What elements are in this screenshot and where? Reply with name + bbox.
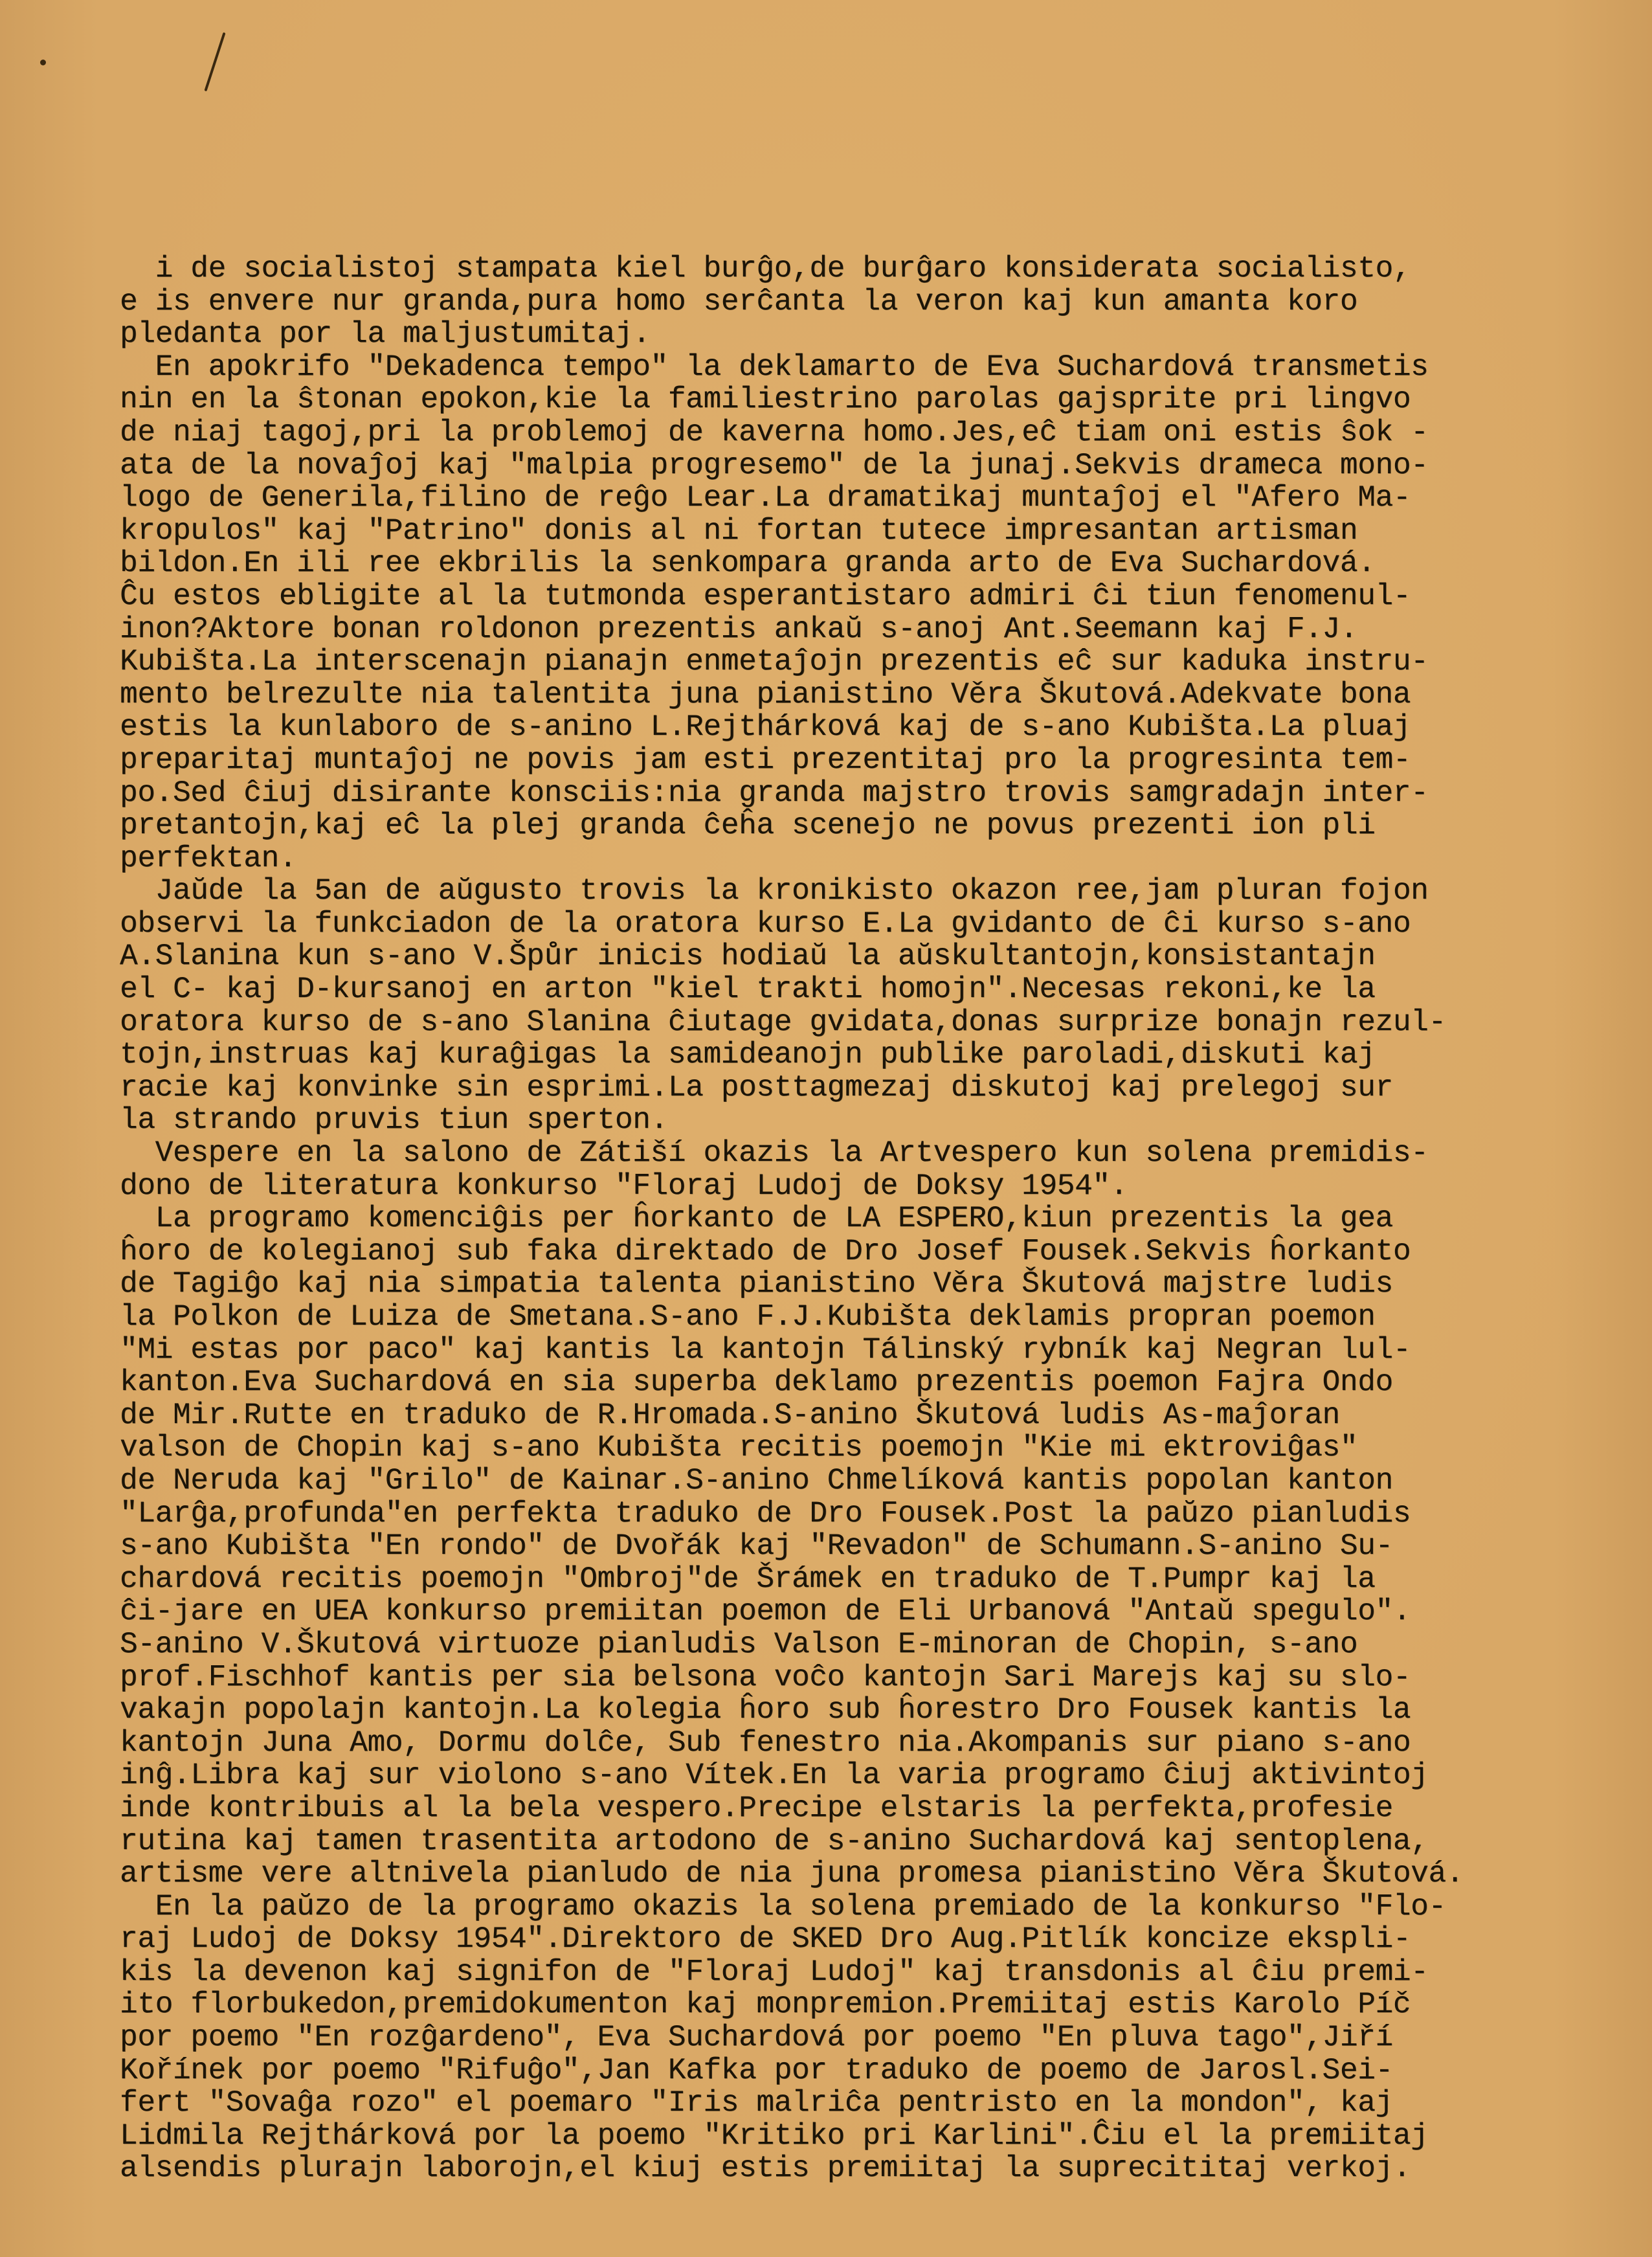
- text-line: preparitaj muntaĵoj ne povis jam esti prezentitaj pro la progresinta tem-: [120, 743, 1411, 777]
- text-line: inde kontribuis al la bela vespero.Precipe elstaris la perfekta,profesie: [120, 1791, 1393, 1825]
- text-line: de Mir.Rutte en traduko de R.Hromada.S-anino Škutová ludis As-maĵoran: [120, 1398, 1340, 1432]
- text-line: bildon.En ili ree ekbrilis la senkompara granda arto de Eva Suchardová.: [120, 546, 1376, 581]
- text-line: Jaŭde la 5an de aŭgusto trovis la kronikisto okazon ree,jam pluran fojon: [120, 874, 1429, 908]
- text-line: ĉi-jare en UEA konkurso premiitan poemon de Eli Urbanová "Antaŭ spegulo".: [120, 1595, 1411, 1629]
- text-line: inon?Aktore bonan roldonon prezentis ankaŭ s-anoj Ant.Seemann kaj F.J.: [120, 612, 1358, 646]
- text-line: logo de Generila,filino de reĝo Lear.La dramatikaj muntaĵoj el "Afero Ma-: [120, 481, 1411, 515]
- text-line: kanton.Eva Suchardová en sia superba deklamo prezentis poemon Fajra Ondo: [120, 1365, 1393, 1400]
- text-line: racie kaj konvinke sin esprimi.La posttagmezaj diskutoj kaj prelegoj sur: [120, 1070, 1393, 1105]
- text-line: valson de Chopin kaj s-ano Kubišta recitis poemojn "Kie mi ektroviĝas": [120, 1431, 1358, 1465]
- text-line: prof.Fischhof kantis per sia belsona voĉo kantojn Sari Marejs kaj su slo-: [120, 1660, 1411, 1694]
- text-line: po.Sed ĉiuj disirante konsciis:nia granda majstro trovis samgradajn inter-: [120, 776, 1429, 810]
- text-line: ata de la novaĵoj kaj "malpia progresemo" de la junaj.Sekvis drameca mono-: [120, 448, 1429, 482]
- text-line: "Larĝa,profunda"en perfekta traduko de Dro Fousek.Post la paŭzo pianludis: [120, 1496, 1411, 1531]
- text-line: pledanta por la maljustumitaj.: [120, 317, 651, 352]
- text-line: En apokrifo "Dekadenca tempo" la deklamarto de Eva Suchardová transmetis: [120, 350, 1429, 384]
- text-line: dono de literatura konkurso "Floraj Ludoj de Doksy 1954".: [120, 1169, 1128, 1203]
- text-line: el C- kaj D-kursanoj en arton "kiel trakti homojn".Necesas rekoni,ke la: [120, 972, 1376, 1007]
- text-line: i de socialistoj stampata kiel burĝo,de burĝaro konsiderata socialisto,: [120, 252, 1411, 286]
- text-line: raj Ludoj de Doksy 1954".Direktoro de SKED Dro Aug.Pitlík koncize ekspli-: [120, 1922, 1411, 1957]
- text-line: observi la funkciadon de la oratora kurso E.La gvidanto de ĉi kurso s-ano: [120, 906, 1411, 941]
- text-line: Ĉu estos ebligite al la tutmonda esperantistaro admiri ĉi tiun fenomenul-: [120, 579, 1411, 613]
- text-line: la strando pruvis tiun sperton.: [120, 1103, 668, 1138]
- text-line: de Tagiĝo kaj nia simpatia talenta pianistino Věra Škutová majstre ludis: [120, 1267, 1393, 1301]
- text-line: Kořínek por poemo "Rifuĝo",Jan Kafka por traduko de poemo de Jarosl.Sei-: [120, 2053, 1393, 2087]
- text-line: de niaj tagoj,pri la problemoj de kaverna homo.Jes,eĉ tiam oni estis ŝok -: [120, 415, 1429, 449]
- text-line: ĥoro de kolegianoj sub faka direktado de Dro Josef Fousek.Sekvis ĥorkanto: [120, 1234, 1411, 1268]
- text-line: por poemo "En rozĝardeno", Eva Suchardová por poemo "En pluva tago",Jiří: [120, 2021, 1393, 2055]
- text-line: Vespere en la salono de Zátiší okazis la Artvespero kun solena premidis-: [120, 1136, 1429, 1171]
- text-line: alsendis plurajn laborojn,el kiuj estis premiitaj la suprecititaj verkoj.: [120, 2151, 1411, 2186]
- text-line: s-ano Kubišta "En rondo" de Dvořák kaj "Revadon" de Schumann.S-anino Su-: [120, 1529, 1393, 1564]
- body-text: [120, 253, 1602, 2185]
- text-line: perfektan.: [120, 841, 297, 875]
- text-line: Kubišta.La interscenajn pianajn enmetaĵojn prezentis eĉ sur kaduka instru-: [120, 645, 1429, 679]
- text-line: ito florbukedon,premidokumenton kaj monpremion.Premiitaj estis Karolo Píč: [120, 1988, 1411, 2022]
- text-line: rutina kaj tamen trasentita artodono de s-anino Suchardová kaj sentoplena,: [120, 1824, 1429, 1858]
- text-line: e is envere nur granda,pura homo serĉanta la veron kaj kun amanta koro: [120, 284, 1358, 319]
- text-line: fert "Sovaĝa rozo" el poemaro "Iris malriĉa pentristo en la mondon", kaj: [120, 2086, 1393, 2120]
- text-line: la Polkon de Luiza de Smetana.S-ano F.J.Kubišta deklamis propran poemon: [120, 1300, 1376, 1334]
- text-line: La programo komenciĝis per ĥorkanto de LA ESPERO,kiun prezentis la gea: [120, 1202, 1393, 1236]
- text-line: estis la kunlaboro de s-anino L.Rejthárková kaj de s-ano Kubišta.La pluaj: [120, 710, 1411, 745]
- text-line: Lidmila Rejthárková por la poemo "Kritiko pri Karlini".Ĉiu el la premiitaj: [120, 2118, 1429, 2153]
- text-line: kis la devenon kaj signifon de "Floraj Ludoj" kaj transdonis al ĉiu premi-: [120, 1955, 1429, 1989]
- text-line: "Mi estas por paco" kaj kantis la kantojn Tálinský rybník kaj Negran lul-: [120, 1332, 1411, 1367]
- text-line: pretantojn,kaj eĉ la plej granda ĉeĥa scenejo ne povus prezenti ion pli: [120, 809, 1376, 843]
- text-line: nin en la ŝtonan epokon,kie la familiestrino parolas gajsprite pri lingvo: [120, 383, 1411, 417]
- text-line: tojn,instruas kaj kuraĝigas la samideanojn publike paroladi,diskuti kaj: [120, 1038, 1376, 1072]
- text-line: vakajn popolajn kantojn.La kolegia ĥoro sub ĥorestro Dro Fousek kantis la: [120, 1693, 1411, 1727]
- ink-dot: [40, 60, 46, 65]
- text-line: A.Slanina kun s-ano V.Špůr inicis hodiaŭ la aŭskultantojn,konsistantajn: [120, 939, 1376, 974]
- pencil-mark: [204, 32, 225, 92]
- text-line: En la paŭzo de la programo okazis la solena premiado de la konkurso "Flo-: [120, 1889, 1446, 1924]
- text-line: kantojn Juna Amo, Dormu dolĉe, Sub fenestro nia.Akompanis sur piano s-ano: [120, 1725, 1411, 1760]
- text-line: kropulos" kaj "Patrino" donis al ni fortan tutece impresantan artisman: [120, 513, 1358, 548]
- text-line: de Neruda kaj "Grilo" de Kainar.S-anino Chmelíková kantis popolan kanton: [120, 1463, 1393, 1498]
- text-line: mento belrezulte nia talentita juna pianistino Věra Škutová.Adekvate bona: [120, 677, 1411, 712]
- text-line: inĝ.Libra kaj sur violono s-ano Vítek.En la varia programo ĉiuj aktivintoj: [120, 1758, 1429, 1793]
- text-line: oratora kurso de s-ano Slanina ĉiutage gvidata,donas surprize bonajn rezul-: [120, 1005, 1446, 1039]
- text-line: chardová recitis poemojn "Ombroj"de Šrámek en traduko de T.Pumpr kaj la: [120, 1562, 1376, 1596]
- text-line: S-anino V.Škutová virtuoze pianludis Valson E-minoran de Chopin, s-ano: [120, 1627, 1358, 1661]
- text-line: artisme vere altnivela pianludo de nia juna promesa pianistino Věra Škutová.: [120, 1857, 1464, 1891]
